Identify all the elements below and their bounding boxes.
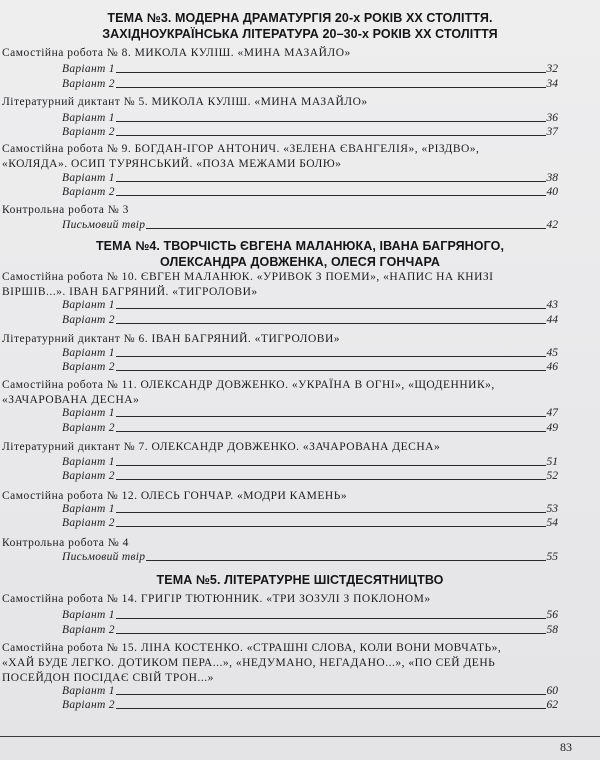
entry-page: 43 bbox=[546, 299, 558, 311]
entry-page: 37 bbox=[546, 126, 558, 138]
work-title-line: Самостійна робота № 11. ОЛЕКСАНДР ДОВЖЕНКО. «УКРАЇНА В ОГНІ», «ЩОДЕННИК», bbox=[2, 379, 495, 391]
entry-page: 58 bbox=[546, 624, 558, 636]
toc-entry bbox=[62, 608, 558, 622]
entry-label: Варіант 1 bbox=[62, 299, 115, 311]
work-title-line: Самостійна робота № 8. МИКОЛА КУЛІШ. «МИНА МАЗАЙЛО» bbox=[2, 47, 351, 59]
toc-entry bbox=[62, 421, 558, 435]
leader-line bbox=[116, 431, 546, 432]
toc-entry bbox=[62, 171, 558, 185]
work-title-line: «КОЛЯДА». ОСИП ТУРЯНСЬКИЙ. «ПОЗА МЕЖАМИ БОЛЮ» bbox=[2, 158, 342, 170]
toc-work-title bbox=[2, 95, 532, 110]
leader-line bbox=[116, 512, 546, 513]
theme-4-line-2: ОЛЕКСАНДРА ДОВЖЕНКА, ОЛЕСЯ ГОНЧАРА bbox=[160, 255, 440, 269]
entry-label: Варіант 2 bbox=[62, 186, 115, 198]
toc-work-title bbox=[2, 536, 532, 551]
entry-label: Варіант 1 bbox=[62, 112, 115, 124]
toc-work-title bbox=[2, 332, 532, 347]
leader-line bbox=[116, 308, 546, 309]
entry-page: 38 bbox=[546, 172, 558, 184]
work-title-line: Контрольна робота № 3 bbox=[2, 204, 129, 216]
toc-work-title bbox=[2, 46, 532, 61]
leader-line bbox=[116, 121, 546, 122]
toc-entry bbox=[62, 406, 558, 420]
leader-line bbox=[116, 370, 546, 371]
leader-line bbox=[116, 195, 546, 196]
toc-work-title bbox=[2, 270, 532, 300]
work-title-line: «ХАЙ БУДЕ ЛЕГКО. ДОТИКОМ ПЕРА...», «НЕДУМАНО, НЕГАДАНО...», «ПО СЕЙ ДЕНЬ bbox=[2, 657, 496, 669]
theme-3-line-1: ТЕМА №3. МОДЕРНА ДРАМАТУРГІЯ 20-х РОКІВ ХХ СТОЛІТТЯ. bbox=[107, 11, 493, 25]
entry-page: 60 bbox=[546, 685, 558, 697]
toc-entry bbox=[62, 77, 558, 91]
entry-label: Варіант 2 bbox=[62, 422, 115, 434]
entry-page: 51 bbox=[546, 456, 558, 468]
entry-label: Варіант 1 bbox=[62, 609, 115, 621]
toc-entry bbox=[62, 111, 558, 125]
entry-label: Варіант 1 bbox=[62, 63, 115, 75]
toc-entry bbox=[62, 623, 558, 637]
leader-line bbox=[116, 694, 546, 695]
entry-page: 42 bbox=[546, 219, 558, 231]
entry-label: Письмовий твір bbox=[62, 551, 146, 563]
entry-label: Варіант 1 bbox=[62, 456, 115, 468]
entry-label: Варіант 2 bbox=[62, 314, 115, 326]
entry-page: 54 bbox=[546, 517, 558, 529]
entry-page: 52 bbox=[546, 470, 558, 482]
section-heading-theme-5 bbox=[30, 572, 570, 588]
toc-work-title bbox=[2, 440, 532, 455]
entry-page: 56 bbox=[546, 609, 558, 621]
theme-5-line-1: ТЕМА №5. ЛІТЕРАТУРНЕ ШІСТДЕСЯТНИЦТВО bbox=[156, 573, 444, 587]
entry-page: 49 bbox=[546, 422, 558, 434]
entry-page: 53 bbox=[546, 503, 558, 515]
leader-line bbox=[146, 228, 545, 229]
toc-work-title bbox=[2, 203, 532, 218]
work-title-line: Самостійна робота № 14. ГРИГІР ТЮТЮННИК. «ТРИ ЗОЗУЛІ З ПОКЛОНОМ» bbox=[2, 593, 431, 605]
toc-entry bbox=[62, 502, 558, 516]
entry-label: Варіант 2 bbox=[62, 361, 115, 373]
entry-label: Варіант 2 bbox=[62, 517, 115, 529]
work-title-line: Самостійна робота № 9. БОГДАН-ІГОР АНТОНИЧ. «ЗЕЛЕНА ЄВАНГЕЛІЯ», «РІЗДВО», bbox=[2, 143, 480, 155]
entry-page: 32 bbox=[546, 63, 558, 75]
leader-line bbox=[116, 618, 546, 619]
entry-label: Письмовий твір bbox=[62, 219, 146, 231]
work-title-line: Контрольна робота № 4 bbox=[2, 537, 129, 549]
entry-page: 34 bbox=[546, 78, 558, 90]
toc-entry bbox=[62, 185, 558, 199]
toc-entry bbox=[62, 298, 558, 312]
work-title-line: Літературний диктант № 5. МИКОЛА КУЛІШ. «МИНА МАЗАЙЛО» bbox=[2, 96, 368, 108]
toc-work-title bbox=[2, 641, 542, 686]
toc-entry bbox=[62, 346, 558, 360]
work-title-line: Самостійна робота № 10. ЄВГЕН МАЛАНЮК. «УРИВОК З ПОЕМИ», «НАПИС НА КНИЗІ bbox=[2, 271, 494, 283]
page-number: 83 bbox=[560, 740, 572, 754]
leader-line bbox=[116, 72, 546, 73]
leader-line bbox=[116, 708, 546, 709]
entry-page: 45 bbox=[546, 347, 558, 359]
entry-label: Варіант 1 bbox=[62, 685, 115, 697]
leader-line bbox=[116, 465, 546, 466]
toc-entry bbox=[62, 313, 558, 327]
entry-page: 40 bbox=[546, 186, 558, 198]
leader-line bbox=[116, 526, 546, 527]
entry-label: Варіант 2 bbox=[62, 699, 115, 711]
work-title-line: Самостійна робота № 15. ЛІНА КОСТЕНКО. «СТРАШНІ СЛОВА, КОЛИ ВОНИ МОВЧАТЬ», bbox=[2, 642, 502, 654]
section-heading-theme-3 bbox=[30, 10, 570, 42]
leader-line bbox=[116, 87, 546, 88]
entry-label: Варіант 2 bbox=[62, 624, 115, 636]
entry-label: Варіант 2 bbox=[62, 470, 115, 482]
leader-line bbox=[116, 356, 546, 357]
toc-work-title bbox=[2, 592, 532, 607]
footer-rule bbox=[0, 736, 600, 737]
entry-label: Варіант 1 bbox=[62, 503, 115, 515]
leader-line bbox=[116, 479, 546, 480]
entry-page: 44 bbox=[546, 314, 558, 326]
leader-line bbox=[116, 416, 546, 417]
toc-entry bbox=[62, 360, 558, 374]
toc-entry bbox=[62, 516, 558, 530]
entry-label: Варіант 2 bbox=[62, 78, 115, 90]
entry-page: 55 bbox=[546, 551, 558, 563]
toc-entry bbox=[62, 455, 558, 469]
entry-label: Варіант 1 bbox=[62, 407, 115, 419]
leader-line bbox=[116, 633, 546, 634]
work-title-line: Літературний диктант № 6. ІВАН БАГРЯНИЙ. «ТИГРОЛОВИ» bbox=[2, 333, 341, 345]
section-heading-theme-4 bbox=[30, 238, 570, 270]
work-title-line: ВІРШІВ...». ІВАН БАГРЯНИЙ. «ТИГРОЛОВИ» bbox=[2, 286, 258, 298]
leader-line bbox=[116, 135, 546, 136]
toc-entry bbox=[62, 62, 558, 76]
work-title-line: Самостійна робота № 12. ОЛЕСЬ ГОНЧАР. «МОДРИ КАМЕНЬ» bbox=[2, 490, 348, 502]
toc-entry bbox=[62, 125, 558, 139]
toc-work-title bbox=[2, 142, 532, 172]
entry-page: 46 bbox=[546, 361, 558, 373]
toc-entry bbox=[62, 684, 558, 698]
toc-work-title bbox=[2, 378, 532, 408]
theme-3-line-2: ЗАХІДНОУКРАЇНСЬКА ЛІТЕРАТУРА 20–30-х РОКІВ ХХ СТОЛІТТЯ bbox=[102, 27, 498, 41]
entry-page: 62 bbox=[546, 699, 558, 711]
work-title-line: «ЗАЧАРОВАНА ДЕСНА» bbox=[2, 394, 140, 406]
toc-entry bbox=[62, 698, 558, 712]
leader-line bbox=[116, 323, 546, 324]
entry-label: Варіант 1 bbox=[62, 172, 115, 184]
work-title-line: Літературний диктант № 7. ОЛЕКСАНДР ДОВЖЕНКО. «ЗАЧАРОВАНА ДЕСНА» bbox=[2, 441, 441, 453]
toc-entry bbox=[62, 550, 558, 564]
theme-4-line-1: ТЕМА №4. ТВОРЧІСТЬ ЄВГЕНА МАЛАНЮКА, ІВАНА БАГРЯНОГО, bbox=[95, 239, 505, 253]
leader-line bbox=[116, 181, 546, 182]
leader-line bbox=[146, 560, 545, 561]
entry-page: 36 bbox=[546, 112, 558, 124]
toc-entry bbox=[62, 469, 558, 483]
entry-page: 47 bbox=[546, 407, 558, 419]
entry-label: Варіант 2 bbox=[62, 126, 115, 138]
entry-label: Варіант 1 bbox=[62, 347, 115, 359]
toc-entry bbox=[62, 218, 558, 232]
work-title-line: ПОСЕЙДОН ПОСІДАЄ СВІЙ ТРОН...» bbox=[2, 672, 214, 684]
